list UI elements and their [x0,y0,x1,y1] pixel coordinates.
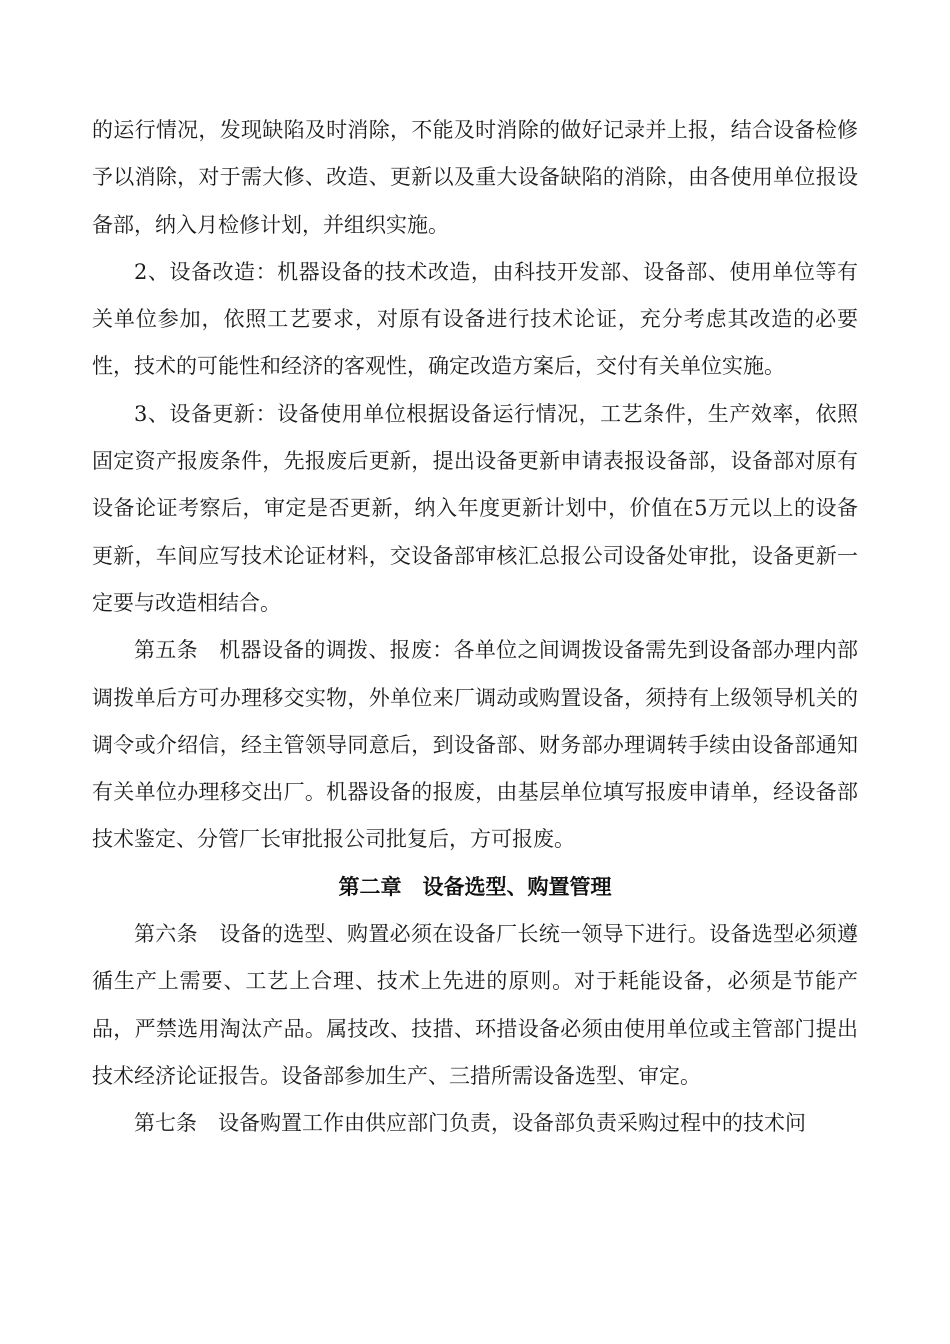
paragraph-continuation: 的运行情况，发现缺陷及时消除，不能及时消除的做好记录并上报，结合设备检修予以消除，对于需大修、改造、更新以及重大设备缺陷的消除，由各使用单位报设备部，纳入月检修计划，并组织实施。 [92,118,858,237]
paragraph-article-seven: 第七条 设备购置工作由供应部门负责，设备部负责采购过程中的技术问 [134,1111,806,1136]
paragraph-article-six: 第六条 设备的选型、购置必须在设备厂长统一领导下进行。设备选型必须遵循生产上需要、工艺上合理、技术上先进的原则。对于耗能设备，必须是节能产品，严禁选用淘汰产品。属技改、技措、环措设备必须由使用单位或主管部门提出技术经济论证报告。设备部参加生产、三措所需设备选型、审定。 [92,922,858,1088]
chapter-heading: 第二章 设备选型、购置管理 [338,874,612,899]
document-body [92,107,858,1148]
paragraph-article-five: 第五条 机器设备的调拨、报废：各单位之间调拨设备需先到设备部办理内部调拨单后方可办理移交实物，外单位来厂调动或购置设备，须持有上级领导机关的调令或介绍信，经主管领导同意后，到设备部、财务部办理调转手续由设备部通知有关单位办理移交出厂。机器设备的报废，由基层单位填写报废申请单，经设备部技术鉴定、分管厂长审批报公司批复后，方可报废。 [92,638,858,852]
paragraph-equipment-renewal: 3、设备更新：设备使用单位根据设备运行情况，工艺条件，生产效率，依照固定资产报废条件，先报废后更新，提出设备更新申请表报设备部，设备部对原有设备论证考察后，审定是否更新，纳入年度更新计划中，价值在5万元以上的设备更新，车间应写技术论证材料，交设备部审核汇总报公司设备处审批，设备更新一定要与改造相结合。 [92,401,858,615]
paragraph-equipment-modification: 2、设备改造：机器设备的技术改造，由科技开发部、设备部、使用单位等有关单位参加，依照工艺要求，对原有设备进行技术论证，充分考虑其改造的必要性，技术的可能性和经济的客观性，确定改造方案后，交付有关单位实施。 [92,259,858,379]
